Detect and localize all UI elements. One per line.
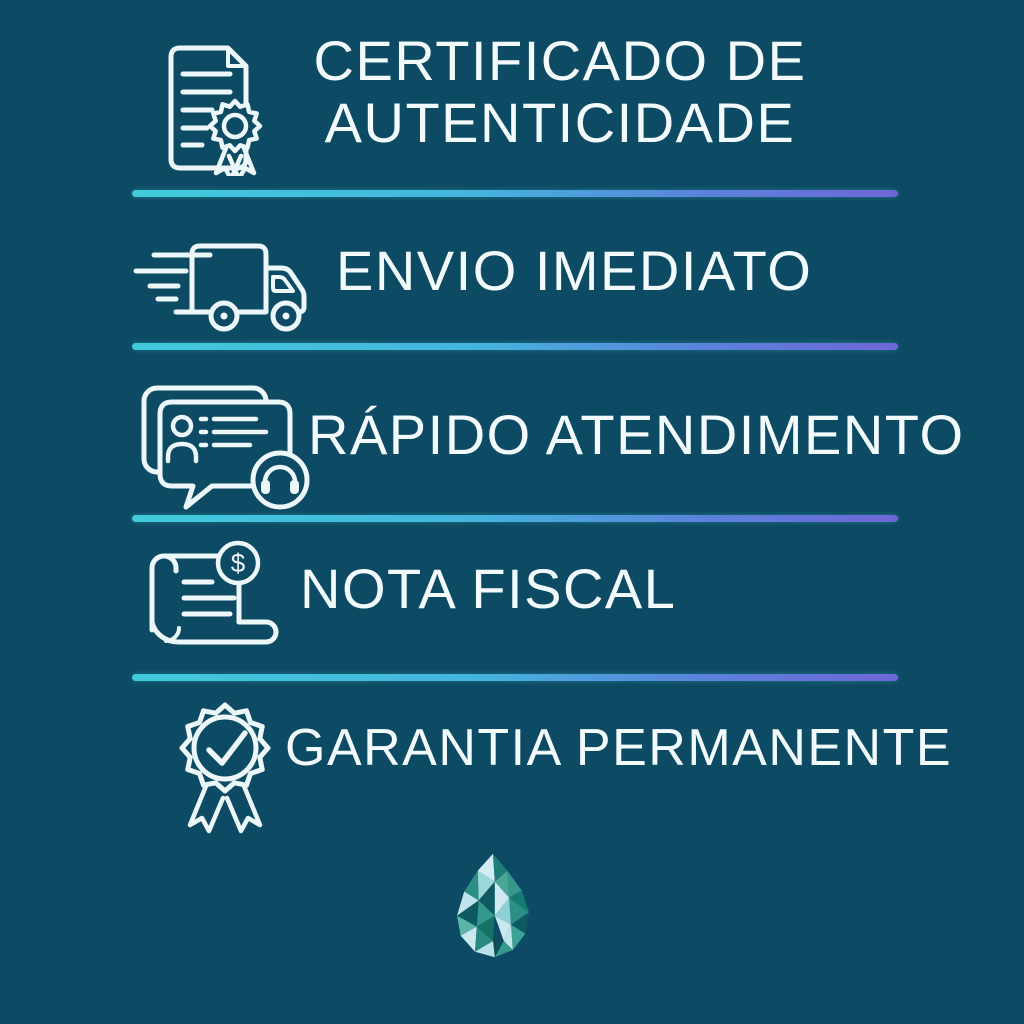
chat-support-icon: [130, 374, 326, 514]
divider-line: [132, 190, 898, 197]
benefit-label-warranty: GARANTIA PERMANENTE: [285, 719, 953, 777]
divider-line: [132, 515, 898, 522]
benefit-title-certificate: [280, 30, 840, 154]
benefit-title-line2: AUTENTICIDADE: [324, 91, 796, 154]
dollar-sign-glyph: $: [230, 548, 246, 578]
benefit-label-invoice: NOTA FISCAL: [300, 557, 677, 620]
divider-line: [132, 343, 898, 350]
invoice-icon: [138, 538, 322, 666]
benefit-label-shipping: ENVIO IMEDIATO: [336, 239, 813, 302]
gem-logo: [448, 851, 538, 973]
certificate-icon: [150, 34, 272, 176]
award-badge-icon: [170, 698, 280, 836]
benefit-title-line1: CERTIFICADO DE: [313, 29, 807, 92]
divider-line: [132, 674, 898, 681]
benefit-label-support: RÁPIDO ATENDIMENTO: [308, 403, 965, 466]
delivery-truck-icon: [126, 230, 318, 336]
